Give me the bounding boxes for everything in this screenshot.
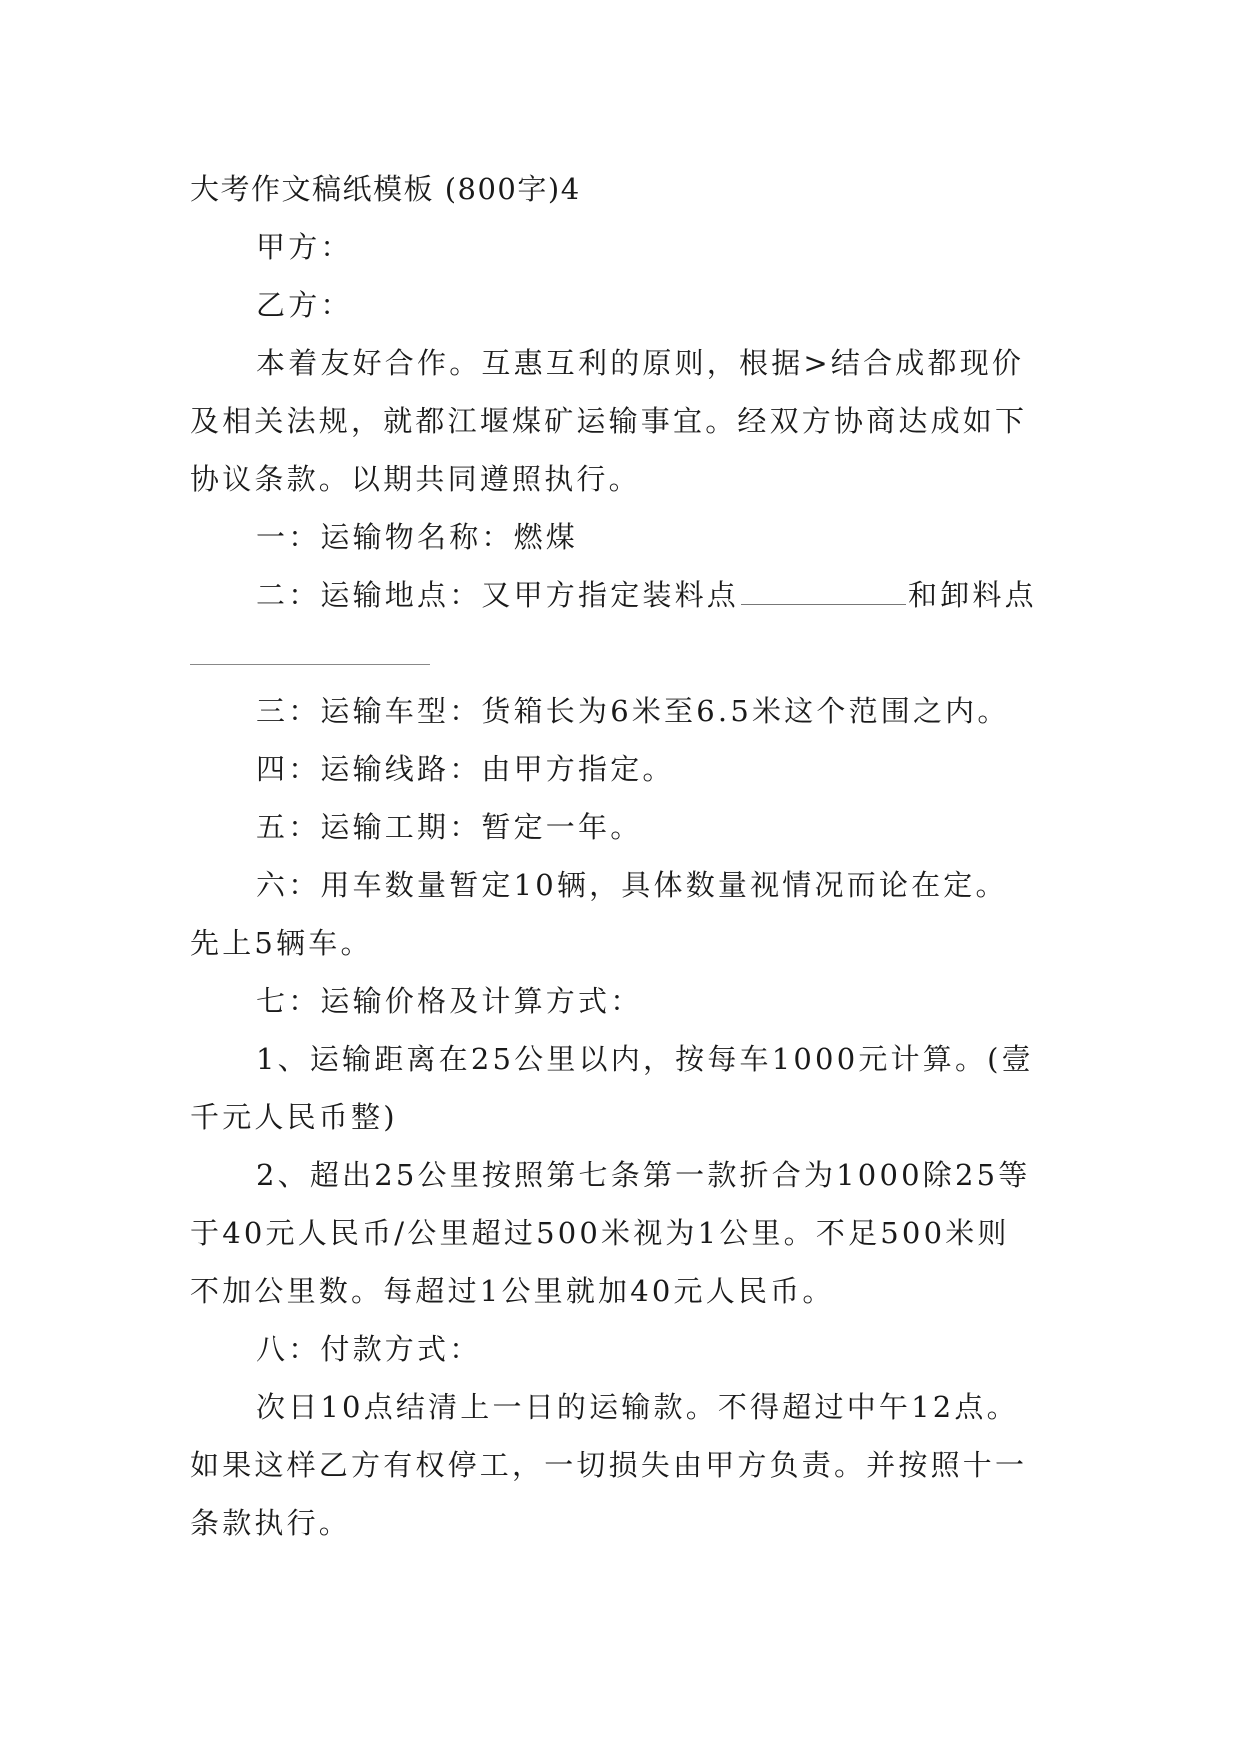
clause-1: 一：运输物名称：燃煤 — [256, 520, 579, 554]
unloading-point-blank-line — [190, 624, 1050, 682]
clause-7-1-line-2: 千元人民币整) — [190, 1100, 398, 1134]
clause-7-2-line-2: 于40元人民币/公里超过500米视为1公里。不足500米则 — [190, 1216, 1010, 1250]
intro-line-3: 协议条款。以期共同遵照执行。 — [190, 462, 641, 496]
document-body — [190, 160, 1050, 1552]
clause-6-line-2: 先上5辆车。 — [190, 926, 373, 960]
intro-line-2: 及相关法规，就都江堰煤矿运输事宜。经双方协商达成如下 — [190, 404, 1028, 438]
clause-7-2-line-1: 2、超出25公里按照第七条第一款折合为1000除25等 — [256, 1158, 1031, 1192]
clause-8-body-line-1: 次日10点结清上一日的运输款。不得超过中午12点。 — [256, 1390, 1019, 1424]
party-a-label: 甲方： — [256, 230, 353, 264]
clause-2 — [190, 566, 1050, 624]
unloading-point-blank — [190, 664, 430, 665]
clause-2-prefix: 二：运输地点：又甲方指定装料点 — [256, 578, 740, 612]
party-b-label: 乙方： — [256, 288, 353, 322]
clause-3: 三：运输车型：货箱长为6米至6.5米这个范围之内。 — [256, 694, 1010, 728]
clause-7-1-line-1: 1、运输距离在25公里以内，按每车1000元计算。(壹 — [256, 1042, 1034, 1076]
clause-8: 八：付款方式： — [256, 1332, 482, 1366]
clause-7-2-line-3: 不加公里数。每超过1公里就加40元人民币。 — [190, 1274, 835, 1308]
clause-2-suffix: 和卸料点 — [908, 578, 1037, 612]
intro-line-1: 本着友好合作。互惠互利的原则，根据>结合成都现价 — [256, 346, 1025, 380]
document-title: 大考作文稿纸模板 (800字)4 — [190, 172, 581, 206]
clause-4: 四：运输线路：由甲方指定。 — [256, 752, 675, 786]
clause-8-body-line-2: 如果这样乙方有权停工，一切损失由甲方负责。并按照十一 — [190, 1448, 1028, 1482]
clause-5: 五：运输工期：暂定一年。 — [256, 810, 643, 844]
clause-6-line-1: 六：用车数量暂定10辆，具体数量视情况而论在定。 — [256, 868, 1008, 902]
clause-8-body-line-3: 条款执行。 — [190, 1506, 352, 1540]
clause-7: 七：运输价格及计算方式： — [256, 984, 643, 1018]
loading-point-blank — [741, 582, 906, 605]
